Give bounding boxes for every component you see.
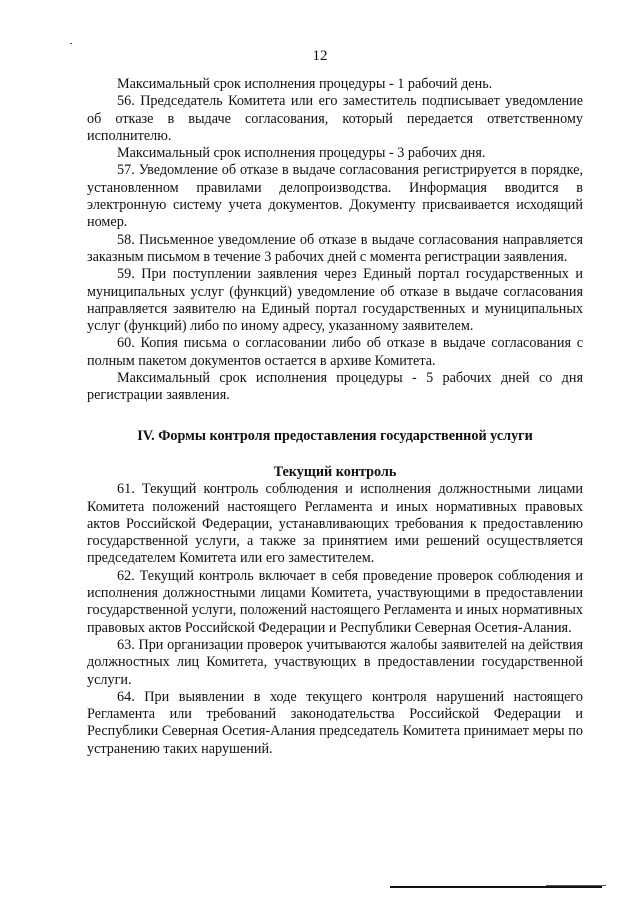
paragraph-61: 61. Текущий контроль соблюдения и исполнения должностными лицами Комитета положений настоящего Регламента и иных нормативных правовых актов Российской Федерации, устанавливающих требования к предоставлению государственной услуги, а также за принятием ими решений осуществляется председателем Комитета или его заместителем. xyxy=(87,481,583,567)
page-number: 12 xyxy=(312,48,328,64)
paragraph-max-term-1-day: Максимальный срок исполнения процедуры - 1 рабочий день. xyxy=(117,76,493,92)
section-heading-iv: IV. Формы контроля предоставления государственной услуги xyxy=(137,427,533,444)
subsection-heading-current-control: Текущий контроль xyxy=(273,463,397,480)
paragraph-max-term-3-days: Максимальный срок исполнения процедуры - 3 рабочих дня. xyxy=(117,145,486,162)
bottom-rule-line xyxy=(390,886,602,888)
paragraph-62: 62. Текущий контроль включает в себя проведение проверок соблюдения и исполнения должностными лицами Комитета, участвующими в предоставлении государственной услуги, положений настоящего Регламента и иных нормативных правовых актов Российской Федерации и Республики Северная Осетия-Алания. xyxy=(87,567,583,636)
paragraph-56: 56. Председатель Комитета или его заместитель подписывает уведомление об отказе в выдаче согласования, который передается ответственному исполнителю. xyxy=(87,93,583,144)
paragraph-max-term-5-days: Максимальный срок исполнения процедуры - 5 рабочих дней со дня регистрации заявления. xyxy=(87,370,583,404)
scan-speck xyxy=(70,43,72,44)
paragraph-57: 57. Уведомление об отказе в выдаче согласования регистрируется в порядке, установленном правилами делопроизводства. Информация вводится в электронную систему учета документов. Документу присваивается исходящий номер. xyxy=(87,162,583,231)
paragraph-63: 63. При организации проверок учитываются жалобы заявителей на действия должностных лиц Комитета, участвующих в предоставлении государственной услуги. xyxy=(87,636,583,688)
paragraph-59: 59. При поступлении заявления через Единый портал государственных и муниципальных услуг (функций) уведомление об отказе в выдаче согласования направляется заявителю на Единый портал государственных и муниципальных услуг (функций) либо по иному адресу, указанному заявителем. xyxy=(87,266,583,335)
document-body xyxy=(87,76,583,758)
paragraph-60: 60. Копия письма о согласовании либо об отказе в выдаче согласования с полным пакетом документов остается в архиве Комитета. xyxy=(87,335,583,369)
paragraph-64: 64. При выявлении в ходе текущего контроля нарушений настоящего Регламента или требований законодательства Российской Федерации и Республики Северная Осетия-Алания председатель Комитета принимает меры по устранению таких нарушений. xyxy=(87,688,583,757)
paragraph-58: 58. Письменное уведомление об отказе в выдаче согласования направляется заказным письмом в течение 3 рабочих дней с момента регистрации заявления. xyxy=(87,231,583,265)
